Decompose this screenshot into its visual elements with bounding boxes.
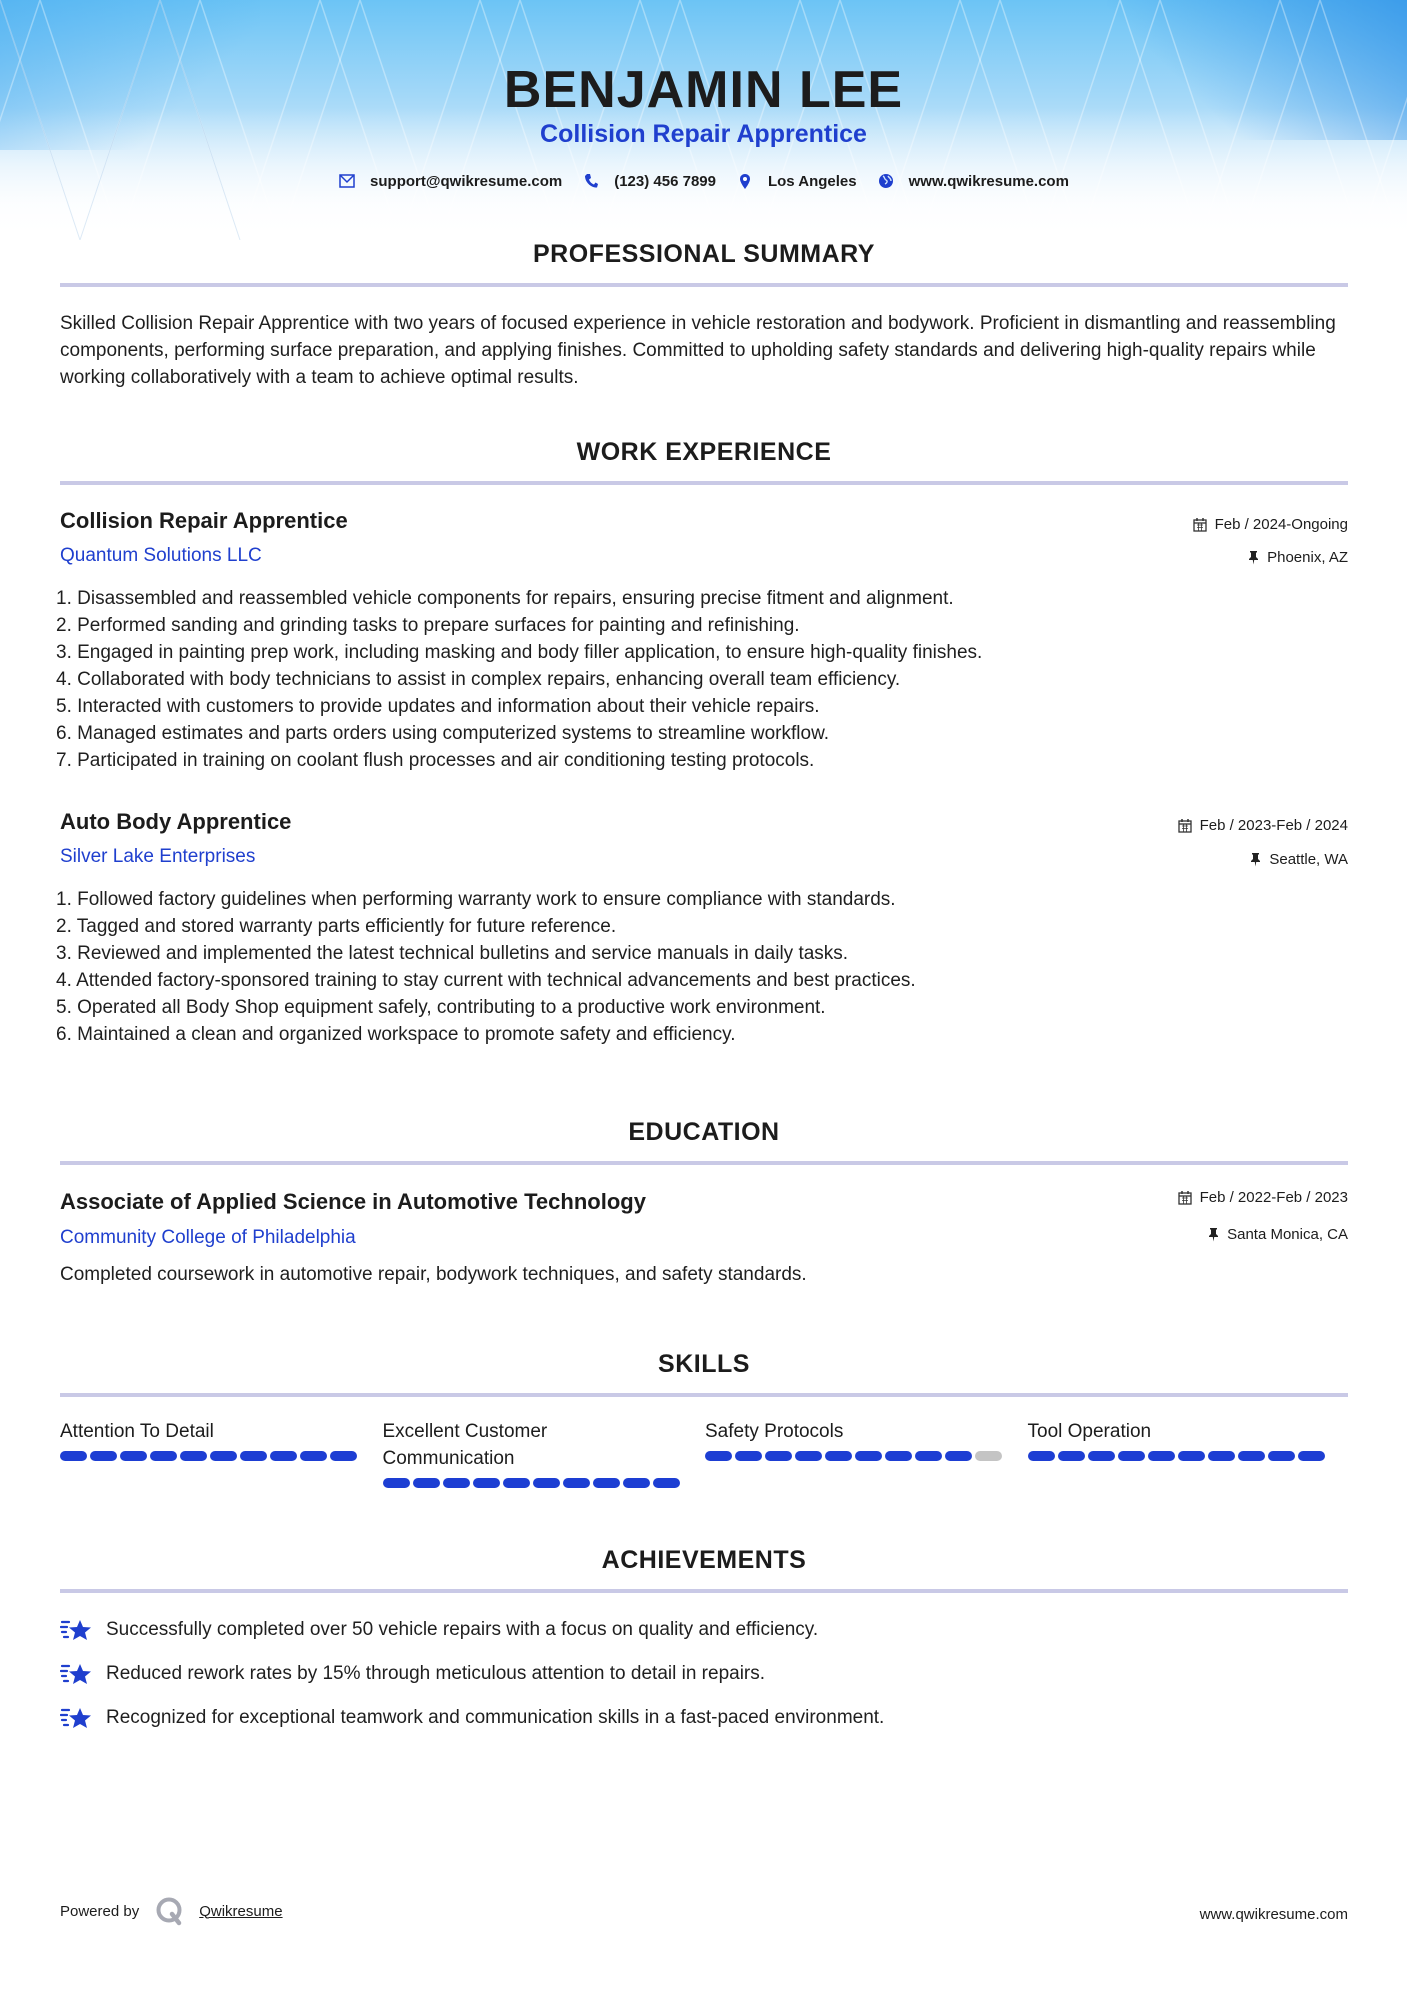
rating-segment-filled	[705, 1451, 732, 1461]
list-item: 4. Attended factory-sponsored training to stay current with technical advancements and best practices.	[56, 970, 916, 991]
list-item: 5. Interacted with customers to provide updates and information about their vehicle repairs.	[56, 696, 820, 717]
list-item: 6. Maintained a clean and organized workspace to promote safety and efficiency.	[56, 1024, 736, 1045]
section-title-experience: WORK EXPERIENCE	[576, 438, 832, 466]
skill-item	[60, 1418, 383, 1488]
shooting-star-icon	[60, 1703, 94, 1733]
rating-segment-filled	[1238, 1451, 1265, 1461]
section-title-skills: SKILLS	[658, 1350, 750, 1378]
pushpin-icon	[1208, 1227, 1219, 1242]
pushpin-icon	[1250, 852, 1261, 867]
resume-header	[0, 0, 1407, 240]
rating-segment-filled	[180, 1451, 207, 1461]
rating-segment-filled	[270, 1451, 297, 1461]
shooting-star-icon	[60, 1659, 94, 1689]
pushpin-icon	[1248, 550, 1259, 565]
rating-segment-filled	[240, 1451, 267, 1461]
rating-segment-filled	[1298, 1451, 1325, 1461]
list-item: 3. Reviewed and implemented the latest technical bulletins and service manuals in daily tasks.	[56, 943, 849, 964]
location-text: Los Angeles	[767, 172, 857, 190]
list-item: 7. Participated in training on coolant flush processes and air conditioning testing protocols.	[56, 750, 815, 771]
shooting-star-icon	[60, 1615, 94, 1645]
rating-segment-filled	[60, 1451, 87, 1461]
section-divider	[60, 481, 1348, 485]
phone-icon	[582, 172, 600, 190]
rating-segment-empty	[975, 1451, 1002, 1461]
section-divider	[60, 1393, 1348, 1397]
skill-name: Attention To Detail	[60, 1421, 214, 1442]
school-name: Community College of Philadelphia	[60, 1227, 356, 1248]
rating-segment-filled	[300, 1451, 327, 1461]
contact-location	[736, 172, 857, 190]
footer-url[interactable]: www.qwikresume.com	[1199, 1906, 1348, 1923]
skill-name: Safety Protocols	[705, 1421, 844, 1442]
rating-segment-filled	[1088, 1451, 1115, 1461]
rating-segment-filled	[1058, 1451, 1085, 1461]
contact-website[interactable]	[877, 172, 1069, 190]
skill-rating	[383, 1478, 706, 1488]
skill-item	[383, 1418, 706, 1488]
rating-segment-filled	[150, 1451, 177, 1461]
list-item: 3. Engaged in painting prep work, including masking and body filler application, to ensure high-quality finishes.	[56, 642, 983, 663]
map-pin-icon	[736, 172, 754, 190]
rating-segment-filled	[765, 1451, 792, 1461]
contact-email[interactable]	[338, 172, 562, 190]
rating-segment-filled	[1118, 1451, 1145, 1461]
rating-segment-filled	[885, 1451, 912, 1461]
rating-segment-filled	[473, 1478, 500, 1488]
achievement-text: Recognized for exceptional teamwork and communication skills in a fast-paced environment.	[106, 1707, 885, 1728]
contact-phone[interactable]	[582, 172, 716, 190]
location-text: Santa Monica, CA	[1227, 1226, 1348, 1243]
rating-segment-filled	[825, 1451, 852, 1461]
skill-name: Tool Operation	[1027, 1421, 1152, 1442]
dates-text: Feb / 2022-Feb / 2023	[1199, 1189, 1348, 1206]
skills-grid	[60, 1418, 1350, 1488]
rating-segment-filled	[413, 1478, 440, 1488]
rating-segment-filled	[120, 1451, 147, 1461]
rating-segment-filled	[1268, 1451, 1295, 1461]
rating-segment-filled	[533, 1478, 560, 1488]
candidate-name: BENJAMIN LEE	[503, 61, 904, 119]
section-title-achievements: ACHIEVEMENTS	[601, 1546, 807, 1574]
rating-segment-filled	[855, 1451, 882, 1461]
globe-icon	[877, 172, 895, 190]
education-description: Completed coursework in automotive repair, bodywork techniques, and safety standards.	[60, 1264, 807, 1285]
rating-segment-filled	[383, 1478, 410, 1488]
achievement-item	[60, 1659, 765, 1689]
website-text: www.qwikresume.com	[908, 172, 1069, 190]
rating-segment-filled	[1208, 1451, 1235, 1461]
phone-text: (123) 456 7899	[614, 172, 716, 190]
education-dates	[1178, 1189, 1348, 1206]
rating-segment-filled	[90, 1451, 117, 1461]
achievement-item	[60, 1615, 818, 1645]
rating-segment-filled	[563, 1478, 590, 1488]
rating-segment-filled	[443, 1478, 470, 1488]
section-divider	[60, 1161, 1348, 1165]
email-text: support@qwikresume.com	[370, 172, 563, 190]
summary-text: Skilled Collision Repair Apprentice with two years of focused experience in vehicle restoration and bodywork. Proficient in dismantling and reassembling components, performing surface preparation, and applying finishes. Committed to upholding safety standards and delivering high-quality repairs while working collaboratively with a team to achieve optimal results.	[60, 313, 1336, 388]
rating-segment-filled	[623, 1478, 650, 1488]
skill-rating	[1028, 1451, 1351, 1461]
list-item: 2. Performed sanding and grinding tasks to prepare surfaces for painting and refinishing.	[56, 615, 800, 636]
qwikresume-logo-icon	[155, 1896, 185, 1926]
job-title: Auto Body Apprentice	[60, 809, 292, 834]
achievement-text: Successfully completed over 50 vehicle repairs with a focus on quality and efficiency.	[106, 1619, 819, 1640]
dates-text: Feb / 2023-Feb / 2024	[1199, 817, 1348, 834]
list-item: 1. Disassembled and reassembled vehicle components for repairs, ensuring precise fitment and alignment.	[56, 588, 954, 609]
rating-segment-filled	[503, 1478, 530, 1488]
rating-segment-filled	[210, 1451, 237, 1461]
candidate-role: Collision Repair Apprentice	[540, 120, 867, 148]
rating-segment-filled	[330, 1451, 357, 1461]
rating-segment-filled	[653, 1478, 680, 1488]
rating-segment-filled	[795, 1451, 822, 1461]
footer-powered-by	[60, 1896, 283, 1926]
job-bullet-list	[56, 585, 1346, 774]
dates-text: Feb / 2024-Ongoing	[1214, 516, 1348, 533]
list-item: 1. Followed factory guidelines when performing warranty work to ensure compliance with standards.	[56, 889, 896, 910]
skill-rating	[60, 1451, 383, 1461]
job-title: Collision Repair Apprentice	[60, 508, 348, 533]
job-dates	[1193, 516, 1348, 533]
location-text: Seattle, WA	[1269, 851, 1348, 868]
rating-segment-filled	[1178, 1451, 1205, 1461]
skill-name: Excellent Customer Communication	[382, 1421, 548, 1469]
list-item: 5. Operated all Body Shop equipment safely, contributing to a productive work environment.	[56, 997, 826, 1018]
education-location	[1208, 1226, 1348, 1243]
degree-title: Associate of Applied Science in Automotive Technology	[60, 1189, 646, 1214]
job-location	[1250, 851, 1348, 868]
company-name: Quantum Solutions LLC	[60, 545, 262, 566]
section-title-education: EDUCATION	[628, 1118, 780, 1146]
section-divider	[60, 283, 1348, 287]
achievement-item	[60, 1703, 884, 1733]
rating-segment-filled	[1028, 1451, 1055, 1461]
skill-rating	[705, 1451, 1028, 1461]
skill-item	[705, 1418, 1028, 1488]
calendar-icon	[1178, 818, 1192, 833]
rating-segment-filled	[915, 1451, 942, 1461]
location-text: Phoenix, AZ	[1267, 549, 1348, 566]
calendar-icon	[1178, 1190, 1192, 1205]
company-name: Silver Lake Enterprises	[60, 846, 256, 867]
section-divider	[60, 1589, 1348, 1593]
list-item: 6. Managed estimates and parts orders using computerized systems to streamline workflow.	[56, 723, 830, 744]
section-title-summary: PROFESSIONAL SUMMARY	[533, 240, 875, 268]
contact-bar	[0, 172, 1407, 190]
rating-segment-filled	[945, 1451, 972, 1461]
job-location	[1248, 549, 1348, 566]
job-bullet-list	[56, 886, 1346, 1048]
rating-segment-filled	[1148, 1451, 1175, 1461]
skill-item	[1028, 1418, 1351, 1488]
list-item: 4. Collaborated with body technicians to assist in complex repairs, enhancing overall team efficiency.	[56, 669, 901, 690]
calendar-icon	[1193, 517, 1207, 532]
list-item: 2. Tagged and stored warranty parts efficiently for future reference.	[56, 916, 617, 937]
rating-segment-filled	[735, 1451, 762, 1461]
powered-by-label: Powered by	[60, 1902, 140, 1920]
envelope-icon	[338, 172, 356, 190]
achievement-text: Reduced rework rates by 15% through meticulous attention to detail in repairs.	[106, 1663, 766, 1684]
job-dates	[1178, 817, 1348, 834]
qwikresume-link[interactable]: Qwikresume	[199, 1902, 283, 1920]
rating-segment-filled	[593, 1478, 620, 1488]
